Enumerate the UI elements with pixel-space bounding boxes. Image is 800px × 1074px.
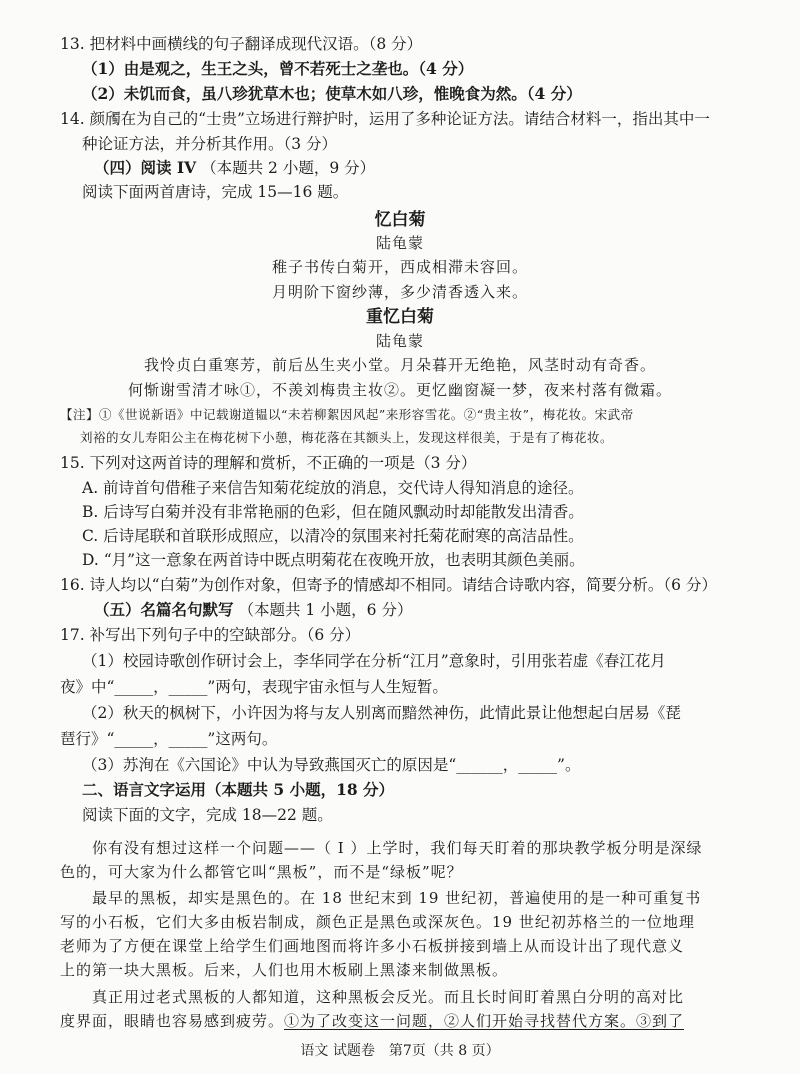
poem-1-title: 忆白菊 [374,210,426,230]
poem-1-line-2: 月明阶下窗纱薄，多少清香透入来。 [271,283,528,301]
poem-2-author: 陆龟蒙 [375,332,424,350]
q13-stem: 13. 把材料中画横线的句子翻译成现代汉语。（8 分） [60,35,423,53]
passage-p3-text: 度界面，眼睛也容易感到疲劳。 [60,1012,285,1030]
poem-2-line-1: 我怜贞白重寒芳，前后丛生夹小堂。月朵暮开无绝艳，风茎时动有奇香。 [143,356,656,374]
part-2-intro: 阅读下面的文字，完成 18—22 题。 [82,806,333,824]
passage-p1-line-2: 色的，可大家为什么都管它叫“黑板”，而不是“绿板”呢？ [60,863,463,881]
poem-2-line-2: 何惭谢雪清才咏①，不羡刘梅贵主妆②。更忆幽窗凝一梦，夜来村落有微霜。 [127,381,672,399]
q15-stem: 15. 下列对这两首诗的理解和赏析，不正确的一项是（3 分） [60,454,477,472]
poem-note-line-1: 【注】①《世说新语》中记载谢道韫以“未若柳絮因风起”来形容雪花。②“贵主妆”，梅花妆。宋武帝 [60,407,634,422]
q16-stem: 16. 诗人均以“白菊”为创作对象，但寄予的情感却不相同。请结合诗歌内容，简要分析。（6 分） [60,576,717,594]
passage-p1-line-1: 你有没有想过这样一个问题——（ Ⅰ ）上学时，我们每天盯着的那块教学板分明是深绿 [92,839,703,857]
q15-option-d: D. “月”这一意象在两首诗中既点明菊花在夜晚开放，也表明其颜色美丽。 [82,551,585,569]
q15-option-b: B. 后诗写白菊并没有非常艳丽的色彩，但在随风飘动时却能散发出清香。 [82,503,584,521]
poem-2-title: 重忆白菊 [366,307,434,327]
q17-item-2-line-2: 琶行》“_____，_____”这两句。 [60,730,278,748]
q14-line-2: 种论证方法，并分析其作用。（3 分） [82,135,338,153]
part-2-heading: 二、语言文字运用（本题共 5 小题，18 分） [82,780,395,799]
q14-line-1: 14. 颜斶在为自己的“士贵”立场进行辩护时，运用了多种论证方法。请结合材料一，指出其中一 [60,110,710,128]
section-4-heading [94,157,375,179]
section-5-title: （五）名篇名句默写 [94,600,234,619]
passage-p3-line-2 [60,1010,684,1032]
section-4-title: （四）阅读 IV [94,158,197,177]
page-footer: 语文 试题卷 第7页（共 8 页） [300,1043,500,1059]
poem-1-author: 陆龟蒙 [375,234,424,252]
q17-stem: 17. 补写出下列句子中的空缺部分。（6 分） [60,626,361,644]
poem-1-line-1: 稚子书传白菊开，西成相滞未容回。 [271,258,528,276]
q17-item-1-line-1: （1）校园诗歌创作研讨会上，李华同学在分析“江月”意象时，引用张若虚《春江花月 [82,652,666,670]
section-4-info: （本题共 2 小题，9 分） [201,159,376,177]
q15-option-a: A. 前诗首句借稚子来信告知菊花绽放的消息，交代诗人得知消息的途径。 [82,479,584,497]
passage-p2-line-2: 写的小石板，它们大多由板岩制成，颜色正是黑色或深灰色。19 世纪初苏格兰的一位地理 [60,913,695,931]
passage-p3-underlined: ①为了改变这一问题，②人们开始寻找替代方案。③到了 [284,1012,685,1030]
q17-item-1-line-2: 夜》中“_____，_____”两句，表现宇宙永恒与人生短暂。 [60,678,448,696]
q15-option-c: C. 后诗尾联和首联形成照应，以清冷的氛围来衬托菊花耐寒的高洁品性。 [82,527,584,545]
q13-sentence-2: （2）未饥而食，虽八珍犹草木也；使草木如八珍，惟晚食为然。（4 分） [82,84,582,103]
passage-p2-line-3: 老师为了方便在课堂上给学生们画地图而将许多小石板拼接到墙上从而设计出了现代意义 [60,937,685,955]
passage-p2-line-1: 最早的黑板，却实是黑色的。在 18 世纪末到 19 世纪初，普遍使用的是一种可重复书 [92,889,702,907]
passage-p3-line-1: 真正用过老式黑板的人都知道，这种黑板会反光。而且长时间盯着黑白分明的高对比 [92,988,685,1006]
poem-note-line-2: 刘裕的女儿寿阳公主在梅花树下小憩，梅花落在其额头上，发现这样很美，于是有了梅花妆。 [80,430,614,445]
q17-item-2-line-1: （2）秋天的枫树下，小许因为将与友人别离而黯然神伤，此情此景让他想起白居易《琵 [82,704,681,722]
passage-p2-line-4: 上的第一块大黑板。后来，人们也用木板刷上黑漆来制做黑板。 [60,961,509,979]
section-5-info: （本题共 1 小题，6 分） [238,601,413,619]
q17-item-3: （3）苏洵在《六国论》中认为导致燕国灭亡的原因是“______，_____”。 [82,756,581,774]
section-4-intro: 阅读下面两首唐诗，完成 15—16 题。 [82,183,349,201]
q13-sentence-1: （1）由是观之，生王之头，曾不若死士之垄也。（4 分） [82,59,474,78]
section-5-heading [94,599,412,621]
